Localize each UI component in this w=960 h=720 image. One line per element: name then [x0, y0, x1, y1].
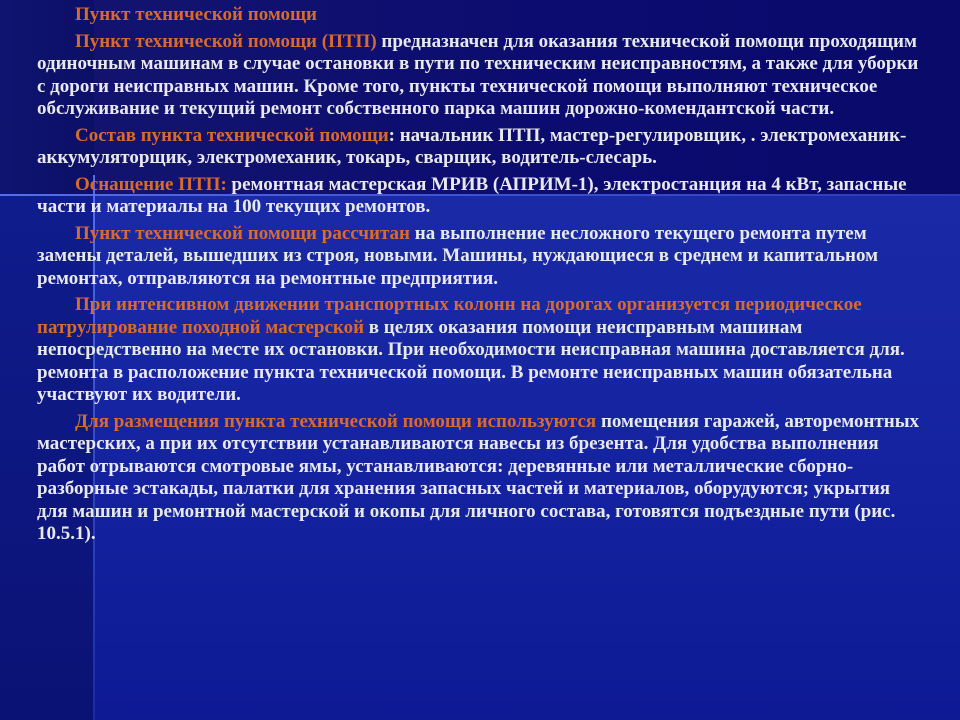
slide-content [37, 4, 922, 550]
paragraph-capacity [37, 223, 922, 291]
paragraph-staff-text: : начальник ПТП, мастер-регулировщик, . электромеханик-аккумуляторщик, электромеханик, токарь, сварщик, водитель-слесарь. [37, 124, 907, 168]
paragraph-patrol [37, 294, 922, 407]
paragraph-placement-highlight: Для размещения пункта технической помощи используются [75, 410, 597, 432]
paragraph-staff-highlight: Состав пункта технической помощи [75, 124, 389, 146]
paragraph-purpose-highlight: Пункт технической помощи (ПТП) [75, 30, 377, 52]
paragraph-staff [37, 125, 922, 170]
slide-title: Пункт технической помощи [75, 4, 318, 25]
paragraph-capacity-highlight: Пункт технической помощи рассчитан [75, 222, 410, 244]
paragraph-equipment-highlight: Оснащение ПТП: [75, 173, 227, 195]
paragraph-equipment [37, 174, 922, 219]
paragraph-patrol-highlight: При интенсивном движении транспортных колонн на дорогах организуется периодическое патрулирование походной мастерской [37, 294, 862, 338]
paragraph-placement [37, 411, 922, 546]
paragraph-purpose [37, 31, 922, 121]
paragraph-patrol-text: в целях оказания помощи неисправным машинам непосредственно на месте их остановки. При необходимости неисправная машина доставляется для. ремонта в расположение пункта технической помощи. В ремонте неисправных машин обязательна участвуют их водители. [37, 316, 905, 405]
paragraph-equipment-text: ремонтная мастерская МРИВ (АПРИМ-1), электростанция на 4 кВт, запасные части и материалы на 100 текущих ремонтов. [37, 173, 907, 217]
paragraph-placement-text: помещения гаражей, авторемонтных мастерских, а при их отсутствии устанавливаются навесы из брезента. Для удобства выполнения работ отрываются смотровые ямы, устанавливаются: деревянные или металлические сборно-разборные эстакады, палатки для хранения запасных частей и материалов, оборудуются; укрытия для машин и ремонтной мастерской и окопы для личного состава, готовятся подъездные пути (рис. 10.5.1). [37, 410, 920, 544]
paragraph-capacity-text: на выполнение несложного текущего ремонта путем замены деталей, вышедших из строя, новыми. Машины, нуждающиеся в среднем и капитальном ремонтах, отправляются на ремонтные предприятия. [37, 222, 879, 289]
paragraph-purpose-text: предназначен для оказания технической помощи проходящим одиночным машинам в случае остановки в пути по техническим неисправностям, а также для уборки с дороги неисправных машин. Кроме того, пункты технической помощи выполняют техническое обслуживание и текущий ремонт собственного парка машин дорожно-комендантской части. [37, 30, 919, 119]
